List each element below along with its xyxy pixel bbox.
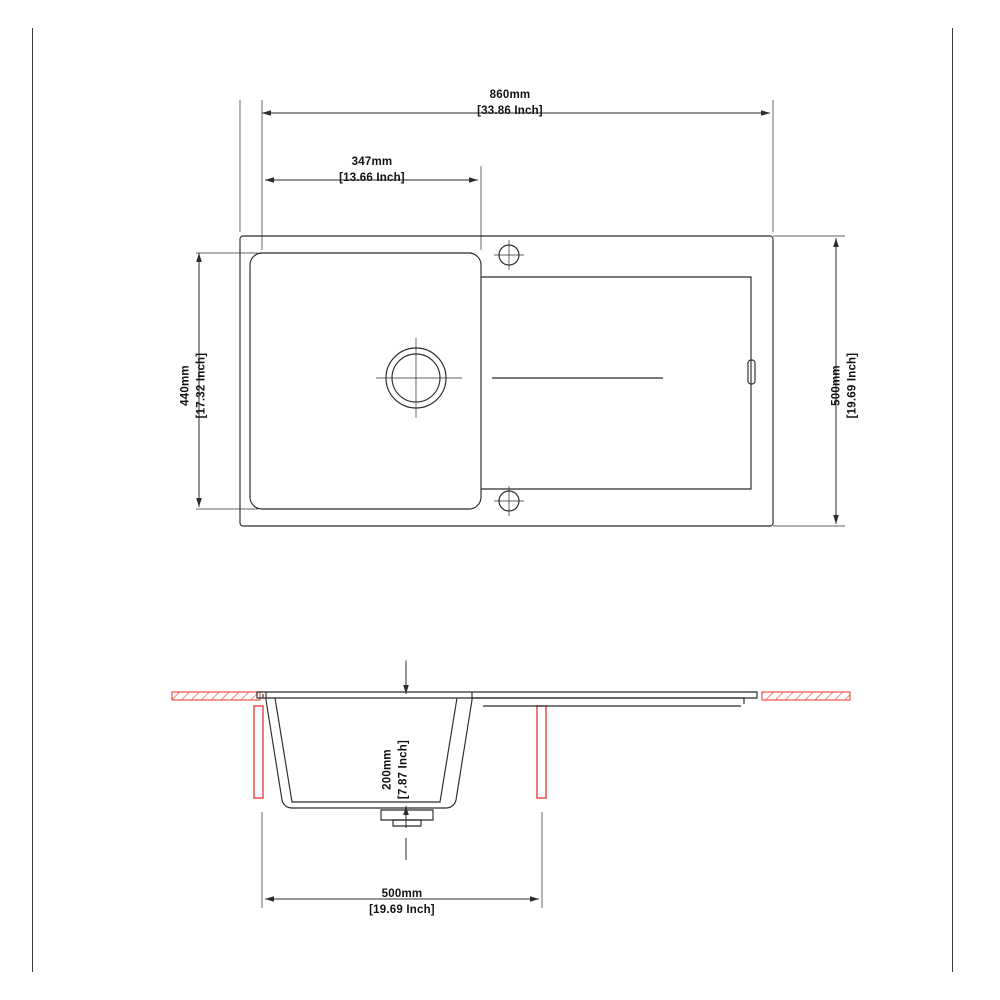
overall-width-inch: [33.86 Inch] [477,104,543,117]
bowl-width-inch: [13.66 Inch] [339,171,405,184]
overall-width-mm: 860mm [489,89,531,101]
bowl-height-mm: 200mm [381,749,394,790]
overall-depth-label [829,316,860,456]
bowl-depth-mm: 440mm [179,365,192,406]
overall-depth-inch: [19.69 Inch] [846,352,858,419]
overall-depth-mm: 500mm [830,365,843,406]
section-width-mm: 500mm [381,888,423,900]
section-width-inch: [19.69 Inch] [369,903,435,916]
top-view-geometry [240,236,773,526]
top-view-dimension-lines [199,113,836,524]
section-view-geometry [172,660,850,908]
bowl-height-inch: [7.87 Inch] [397,739,409,800]
section-width-label [332,887,472,918]
bowl-width-label [302,155,442,186]
bowl-depth-inch: [17.32 Inch] [195,352,207,419]
top-view-extension-lines [196,100,845,526]
bowl-width-mm: 347mm [351,156,393,168]
bowl-depth-label [178,316,209,456]
overall-width-label [440,88,580,119]
bowl-height-label [380,700,411,840]
